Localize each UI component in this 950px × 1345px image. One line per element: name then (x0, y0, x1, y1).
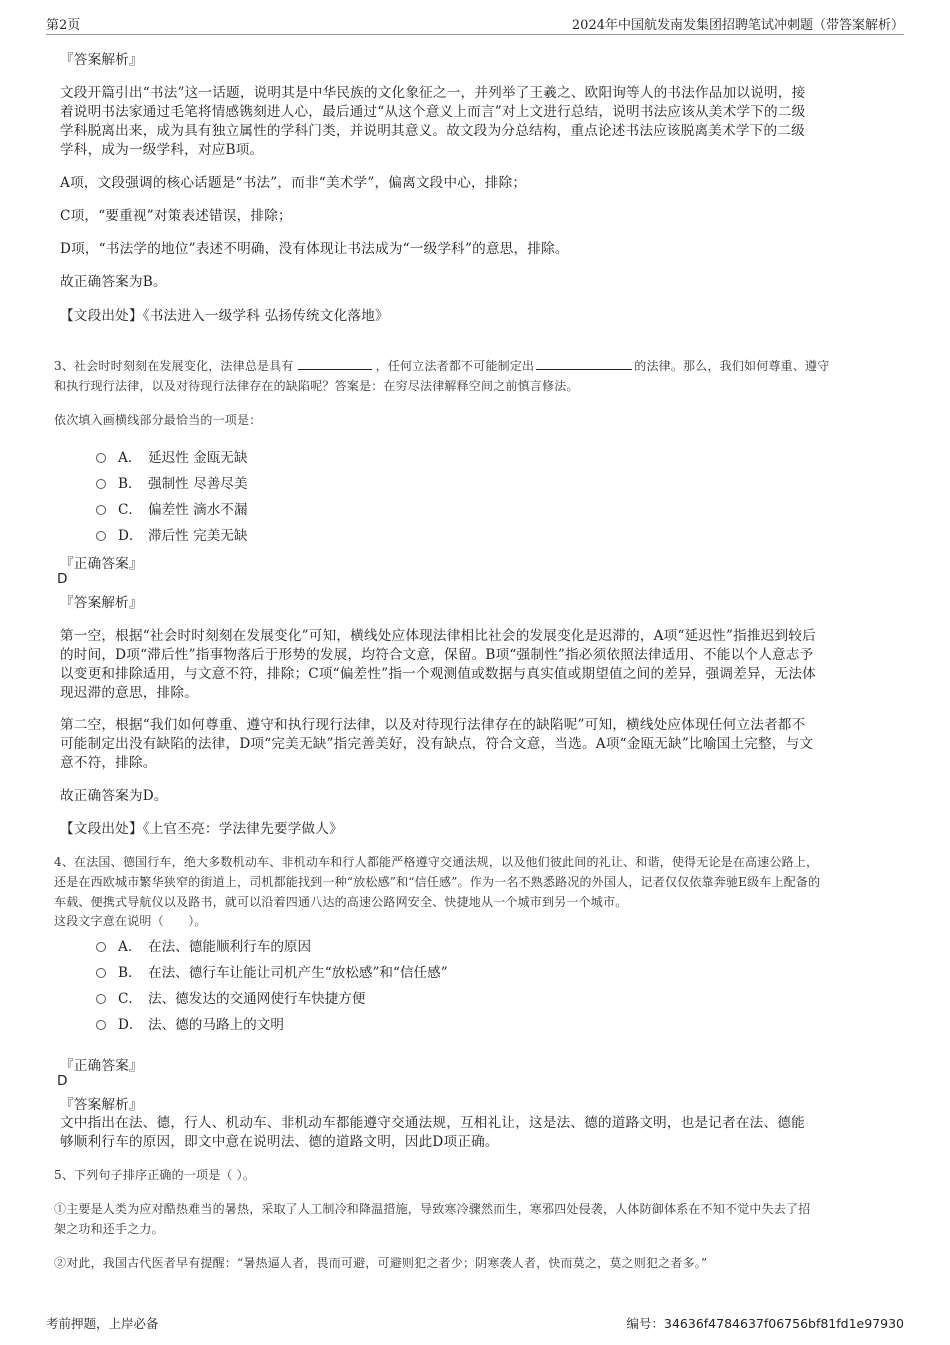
q4-answer-heading: 『正确答案』 (60, 1058, 143, 1074)
radio-icon[interactable] (96, 942, 106, 952)
radio-icon[interactable] (96, 531, 106, 541)
radio-icon[interactable] (96, 1020, 106, 1030)
q4-analysis-heading: 『答案解析』 (60, 1097, 143, 1113)
q3-option-c[interactable]: C． 偏差性 滴水不漏 (96, 498, 950, 518)
q3-para1-line-2: 的时间，D项“滞后性”指事物落后于形势的发展，均符合文意，保留。B项“强制性”指必须依照法律适用、不能以个人意志予 (60, 647, 814, 663)
q4-analysis-line-2: 够顺利行车的原因，即文中意在说明法、德的道路文明，因此D项正确。 (60, 1134, 499, 1150)
q2-source: 【文段出处】《书法进入一级学科 弘扬传统文化落地》 (60, 308, 389, 324)
page-footer (46, 1312, 904, 1332)
q4-answer: D (57, 1073, 68, 1089)
q3-prompt: 依次填入画横线部分最恰当的一项是： (54, 413, 262, 427)
q3-option-b[interactable]: B． 强制性 尽善尽美 (96, 472, 950, 492)
q3-para2-line-3: 意不符，排除。 (60, 755, 157, 771)
q3-answer: D (57, 571, 68, 587)
document-title: 2024年中国航发南发集团招聘笔试冲刺题（带答案解析） (571, 18, 904, 33)
q2-option-c-note: C项，“要重视”对策表述错误，排除； (60, 208, 292, 224)
q5-sentence-2: ②对此，我国古代医者早有提醒：“暑热逼人者，畏而可避，可避则犯之者少；阴寒袭人者，快而莫之，莫之则犯之者多。” (54, 1256, 708, 1270)
radio-icon[interactable] (96, 968, 106, 978)
q5-sentence-1-line-1: ①主要是人类为应对酷热难当的暑热，采取了人工制冷和降温措施，导致寒冷骤然而生，寒邪四处侵袭，人体防御体系在不知不觉中失去了招 (54, 1202, 811, 1216)
q4-stem-line-1: 4、在法国、德国行车，绝大多数机动车、非机动车和行人都能严格遵守交通法规，以及他们彼此间的礼让、和谐，使得无论是在高速公路上， (54, 855, 819, 869)
q2-option-d-note: D项，“书法学的地位”表述不明确，没有体现让书法成为“一级学科”的意思，排除。 (60, 241, 569, 257)
radio-icon[interactable] (96, 505, 106, 515)
q2-analysis-line-2: 着说明书法家通过毛笔将情感镌刻进人心，最后通过“从这个意义上而言”对上文进行总结，说明书法应该从美术学下的二级 (60, 104, 806, 120)
q5-stem: 5、下列句子排序正确的一项是（ ）。 (54, 1168, 256, 1182)
q3-stem-line-2: 和执行现行法律，以及对待现行法律存在的缺陷呢？答案是：在穷尽法律解释空间之前慎言修法。 (54, 379, 579, 393)
q2-analysis-line-1: 文段开篇引出“书法”这一话题，说明其是中华民族的文化象征之一，并列举了王羲之、欧阳询等人的书法作品加以说明，接 (60, 85, 806, 101)
radio-icon[interactable] (96, 453, 106, 463)
q4-option-d[interactable]: D． 法、德的马路上的文明 (96, 1013, 950, 1033)
q3-source: 【文段出处】《上官丕亮：学法律先要学做人》 (60, 821, 343, 837)
q3-para2-line-1: 第二空，根据“我们如何尊重、遵守和执行现行法律，以及对待现行法律存在的缺陷呢”可知，横线处应体现任何立法者都不 (60, 717, 806, 733)
q3-blank-1 (298, 358, 372, 370)
document-serial: 编号：34636f4784637f06756bf81fd1e97930 (626, 1316, 904, 1331)
q2-analysis-line-3: 学科脱离出来，成为具有独立属性的学科门类，并说明其意义。故文段为分总结构，重点论述书法应该脱离美术学下的二级 (60, 123, 805, 139)
q2-conclusion: 故正确答案为B。 (60, 274, 167, 290)
q3-analysis-heading: 『答案解析』 (60, 595, 143, 611)
q4-analysis-line-1: 文中指出在法、德，行人、机动车、非机动车都能遵守交通法规，互相礼让，这是法、德的道路文明，也是记者在法、德能 (60, 1115, 805, 1131)
q4-stem-line-3: 车载、便携式导航仪以及路书，就可以沿着四通八达的高速公路网安全、快捷地从一个城市到另一个城市。 (54, 895, 628, 909)
q3-answer-heading: 『正确答案』 (60, 556, 143, 572)
q5-sentence-1-line-2: 架之功和还手之力。 (54, 1222, 164, 1236)
page-number: 第2页 (46, 18, 81, 33)
q3-option-d[interactable]: D． 滞后性 完美无缺 (96, 524, 950, 544)
q2-analysis-line-4: 学科，成为一级学科，对应B项。 (60, 142, 264, 158)
q2-analysis-heading: 『答案解析』 (60, 52, 143, 68)
q4-stem-line-2: 还是在西欧城市繁华狭窄的街道上，司机都能找到一种“放松感”和“信任感”。作为一名不熟悉路况的外国人，记者仅仅依靠奔驰E级车上配备的 (54, 875, 821, 889)
radio-icon[interactable] (96, 479, 106, 489)
q4-option-c[interactable]: C． 法、德发达的交通网使行车快捷方便 (96, 987, 950, 1007)
q3-stem-line-1: 3、社会时时刻刻在发展变化，法律总是具有 ，任何立法者都不可能制定出 的法律。那么，我们如何尊重、遵守 (54, 359, 830, 373)
q3-para2-line-2: 可能制定出没有缺陷的法律，D项“完美无缺”指完善美好，没有缺点，符合文意，当选。A项“金瓯无缺”比喻国土完整，与文 (60, 736, 814, 752)
q2-option-a-note: A项，文段强调的核心话题是“书法”，而非“美术学”，偏离文段中心，排除； (60, 175, 527, 191)
q4-stem-line-4: 这段文字意在说明（ ）。 (54, 914, 207, 928)
q3-blank-2 (536, 358, 632, 370)
q3-conclusion: 故正确答案为D。 (60, 788, 168, 804)
q3-para1-line-1: 第一空，根据“社会时时刻刻在发展变化”可知，横线处应体现法律相比社会的发展变化是迟滞的，A项“延迟性”指推迟到较后 (60, 628, 816, 644)
q4-option-a[interactable]: A． 在法、德能顺利行车的原因 (96, 935, 950, 955)
q3-option-a[interactable]: A． 延迟性 金瓯无缺 (96, 446, 950, 466)
q4-option-b[interactable]: B． 在法、德行车让能让司机产生“放松感”和“信任感” (96, 961, 950, 981)
q3-para1-line-4: 现迟滞的意思，排除。 (60, 685, 198, 701)
radio-icon[interactable] (96, 994, 106, 1004)
q3-para1-line-3: 以变更和排除适用，与文意不符，排除；C项“偏差性”指一个观测值或数据与真实值或期望值之间的差异，强调差异，无法体 (60, 666, 816, 682)
page-header (46, 12, 904, 35)
footer-slogan: 考前押题，上岸必备 (46, 1316, 159, 1331)
